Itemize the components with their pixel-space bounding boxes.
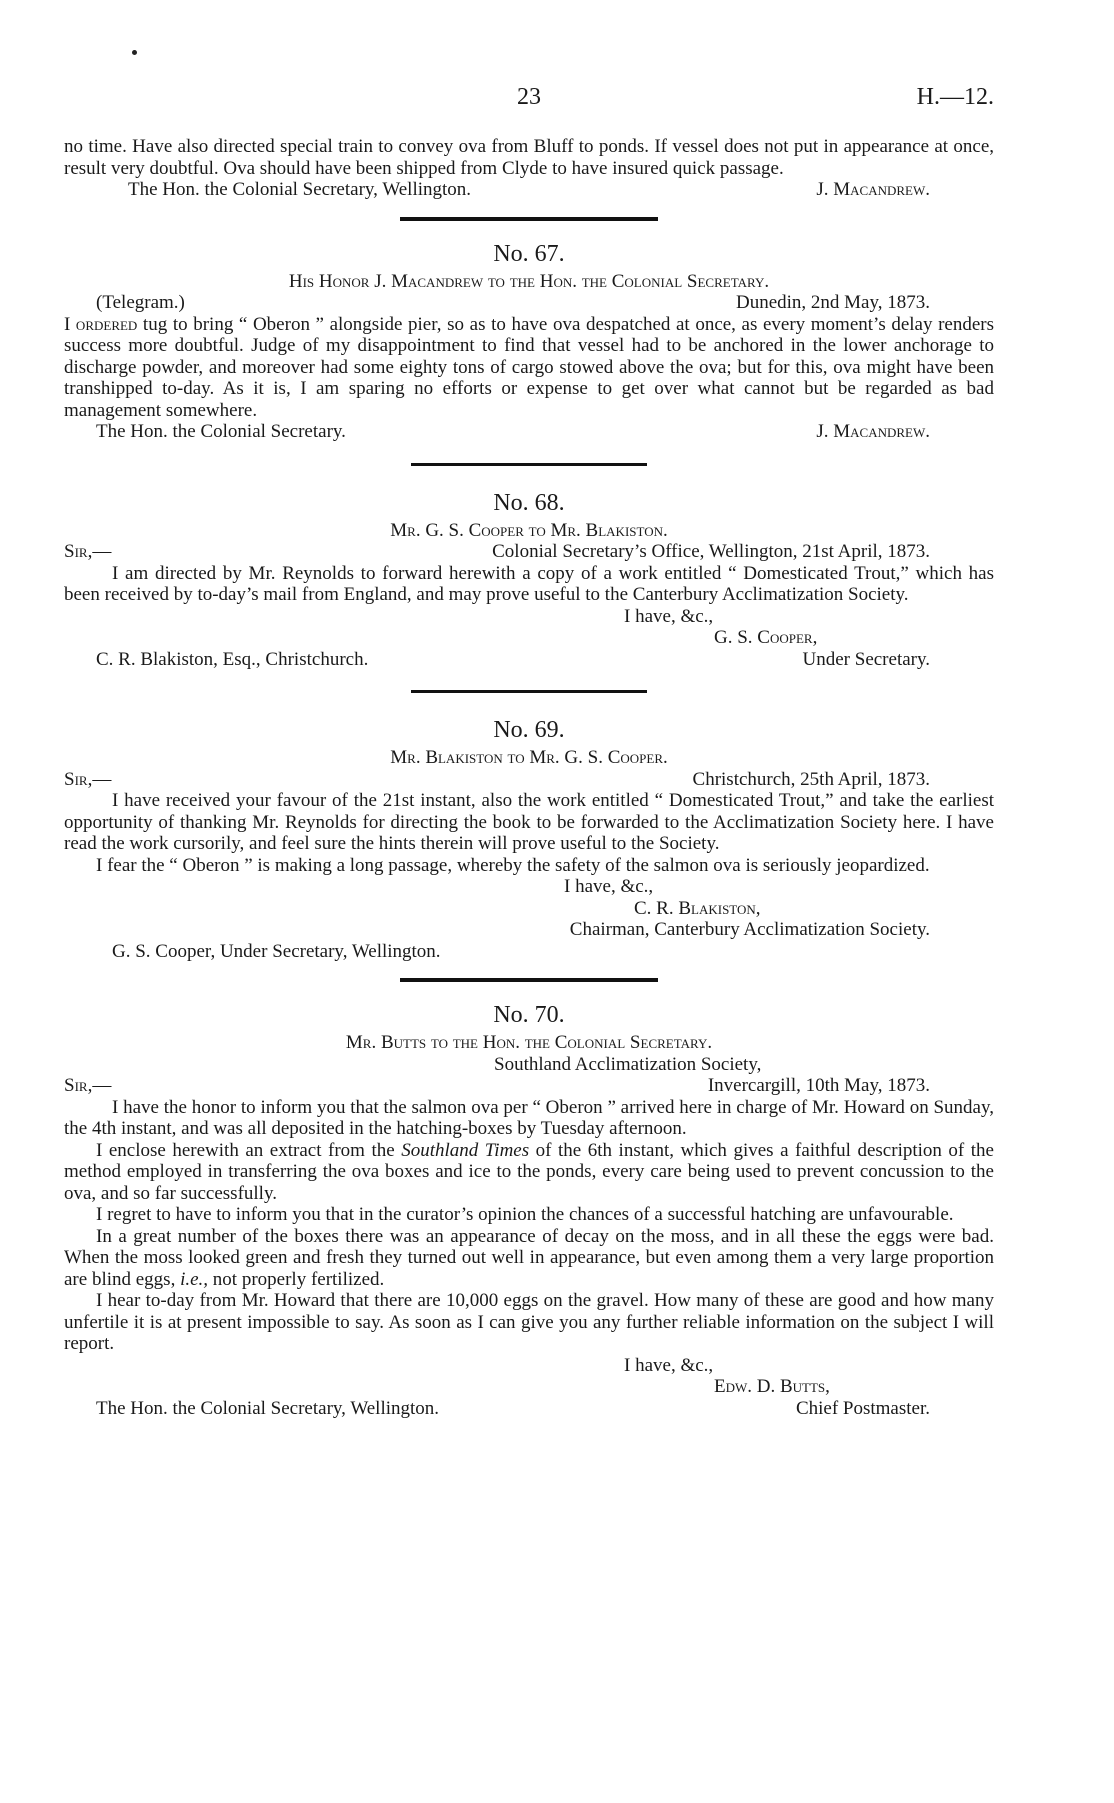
letter-paragraph: I fear the “ Oberon ” is making a long passage, whereby the safety of the salmon ova is seriously jeopardized. <box>96 854 930 876</box>
intro-body: no time. Have also directed special train to convey ova from Bluff to ponds. If vessel does not put in appearance at once, result very doubtful. Ova should have been shipped from Clyde to have insured quick passage. <box>64 136 994 179</box>
letter-signer-title: Under Secretary. <box>802 648 930 670</box>
page-number: 23 <box>517 84 541 110</box>
letter-signature: J. Macandrew. <box>816 421 930 442</box>
letter-text: of the 6th instant, which gives a faithful description of the method employed in transferring the ova boxes and ice to the ponds, every care being used to prevent concussion to the ova, and so far successfully. <box>64 1139 994 1204</box>
letter-addressee: The Hon. the Colonial Secretary. <box>96 421 346 442</box>
letter-footer <box>64 649 994 671</box>
letter-from-to: Mr. Butts to the Hon. the Colonial Secretary. <box>345 1032 713 1053</box>
letter-67 <box>64 239 994 443</box>
letter-addressee: G. S. Cooper, Under Secretary, Wellington. <box>112 940 441 962</box>
letter-number: No. 68. <box>493 489 565 516</box>
letter-addressee: The Hon. the Colonial Secretary, Wellington. <box>96 1397 440 1419</box>
letter-from-to: Mr. Blakiston to Mr. G. S. Cooper. <box>390 747 668 768</box>
letter-paragraph: I regret to have to inform you that in the curator’s opinion the chances of a successful hatching are unfavourable. <box>96 1204 954 1225</box>
letter-text: I enclose herewith an extract from the <box>96 1139 402 1161</box>
letter-body: I am directed by Mr. Reynolds to forward herewith a copy of a work entitled “ Domesticated Trout,” which has been received by to-day’s mail from England, and may prove useful to the Canterbury Acclimatization Society. <box>64 562 994 605</box>
letter-footer <box>64 1398 994 1420</box>
letter-addressee: C. R. Blakiston, Esq., Christchurch. <box>96 648 369 670</box>
letter-from-to: His Honor J. Macandrew to the Hon. the Colonial Secretary. <box>288 270 770 292</box>
letter-signer: G. S. Cooper, <box>714 627 818 648</box>
letter-signer-title: Chief Postmaster. <box>795 1397 930 1419</box>
letter-body <box>64 314 994 422</box>
letter-meta <box>64 292 994 314</box>
letter-closing: I have, &c., <box>624 1354 714 1376</box>
section-divider <box>400 978 658 982</box>
letter-70 <box>64 1000 994 1419</box>
letter-number: No. 67. <box>493 240 565 267</box>
speck-mark <box>132 50 137 55</box>
letter-closing: I have, &c., <box>564 876 654 897</box>
letter-place-date: Invercargill, 10th May, 1873. <box>707 1075 930 1096</box>
letter-body-text: tug to bring “ Oberon ” alongside pier, so as to have ova despatched at once, as every moment’s delay renders success more doubtful. Judge of my disappointment to find that vessel had to be anchored in the lower anchorage to discharge powder, and moreover had some eighty tons of cargo stowed above the ova; but for this, ova might have been transhipped to-day. As it is, I am sparing no efforts or expense to get over what cannot but be regarded as bad management somewhere. <box>64 313 994 421</box>
letter-paragraph: I have the honor to inform you that the salmon ova per “ Oberon ” arrived here in charge of Mr. Howard on Sunday, the 4th instant, and was all deposited in the hatching-boxes by Tuesday afternoon. <box>64 1096 994 1139</box>
letter-69 <box>64 715 994 962</box>
letter-place-line: Southland Acclimatization Society, <box>494 1053 762 1075</box>
letter-place-date: Dunedin, 2nd May, 1873. <box>735 292 930 313</box>
section-divider <box>411 463 647 466</box>
section-divider <box>411 690 647 693</box>
newspaper-title: Southland Times <box>401 1139 530 1161</box>
letter-place-date: Colonial Secretary’s Office, Wellington, 21st April, 1873. <box>492 541 930 562</box>
section-divider <box>400 217 658 221</box>
letter-salutation: Sir,— <box>64 541 112 562</box>
letter-signer: C. R. Blakiston, <box>634 897 761 919</box>
letter-footer <box>64 421 994 443</box>
letter-text: not properly fertilized. <box>208 1268 385 1290</box>
letter-number: No. 70. <box>493 1002 565 1028</box>
letter-closing: I have, &c., <box>624 605 714 627</box>
letter-signer: Edw. D. Butts, <box>714 1376 830 1397</box>
letter-type: (Telegram.) <box>96 292 185 313</box>
letter-signer-title: Chairman, Canterbury Acclimatization Society. <box>569 919 930 940</box>
letter-place-date: Christchurch, 25th April, 1873. <box>692 768 930 790</box>
letter-number: No. 69. <box>493 717 565 743</box>
letter-from-to: Mr. G. S. Cooper to Mr. Blakiston. <box>390 519 668 541</box>
letter-text: In a great number of the boxes there was an appearance of decay on the moss, and in all these the eggs were bad. When the moss looked green and fresh they turned out well in appearance, but even among them a very large proportion are blind eggs, <box>64 1225 994 1290</box>
page-content <box>64 136 994 1419</box>
letter-paragraph <box>64 1140 994 1205</box>
letter-meta <box>64 1075 994 1097</box>
intro-footer <box>64 179 994 201</box>
letter-italic-text: i.e., <box>180 1268 209 1290</box>
letter-68 <box>64 488 994 671</box>
intro-section <box>64 136 994 201</box>
document-reference: H.—12. <box>916 84 994 110</box>
intro-signature: J. Macandrew. <box>816 179 930 200</box>
page-header <box>64 84 994 114</box>
letter-paragraph: I hear to-day from Mr. Howard that there are 10,000 eggs on the gravel. How many of these are good and how many unfertile it is at present impossible to say. As soon as I can give you any further reliable information on the subject I will report. <box>64 1290 994 1354</box>
letter-paragraph: I have received your favour of the 21st instant, also the work entitled “ Domesticated Trout,” and take the earliest opportunity of thanking Mr. Reynolds for directing the book to be forwarded to the Acclimatization Society here. I have read the work cursorily, and feel sure the hints therein will prove useful to the Society. <box>64 790 994 854</box>
letter-meta <box>64 769 994 791</box>
letter-salutation: Sir,— <box>64 768 112 790</box>
letter-paragraph <box>64 1226 994 1291</box>
intro-addressee: The Hon. the Colonial Secretary, Wellington. <box>128 179 472 200</box>
letter-first-word: I ordered <box>64 313 138 335</box>
letter-salutation: Sir,— <box>64 1075 112 1096</box>
letter-meta <box>64 541 994 563</box>
letter-signer-title-row <box>64 919 994 941</box>
